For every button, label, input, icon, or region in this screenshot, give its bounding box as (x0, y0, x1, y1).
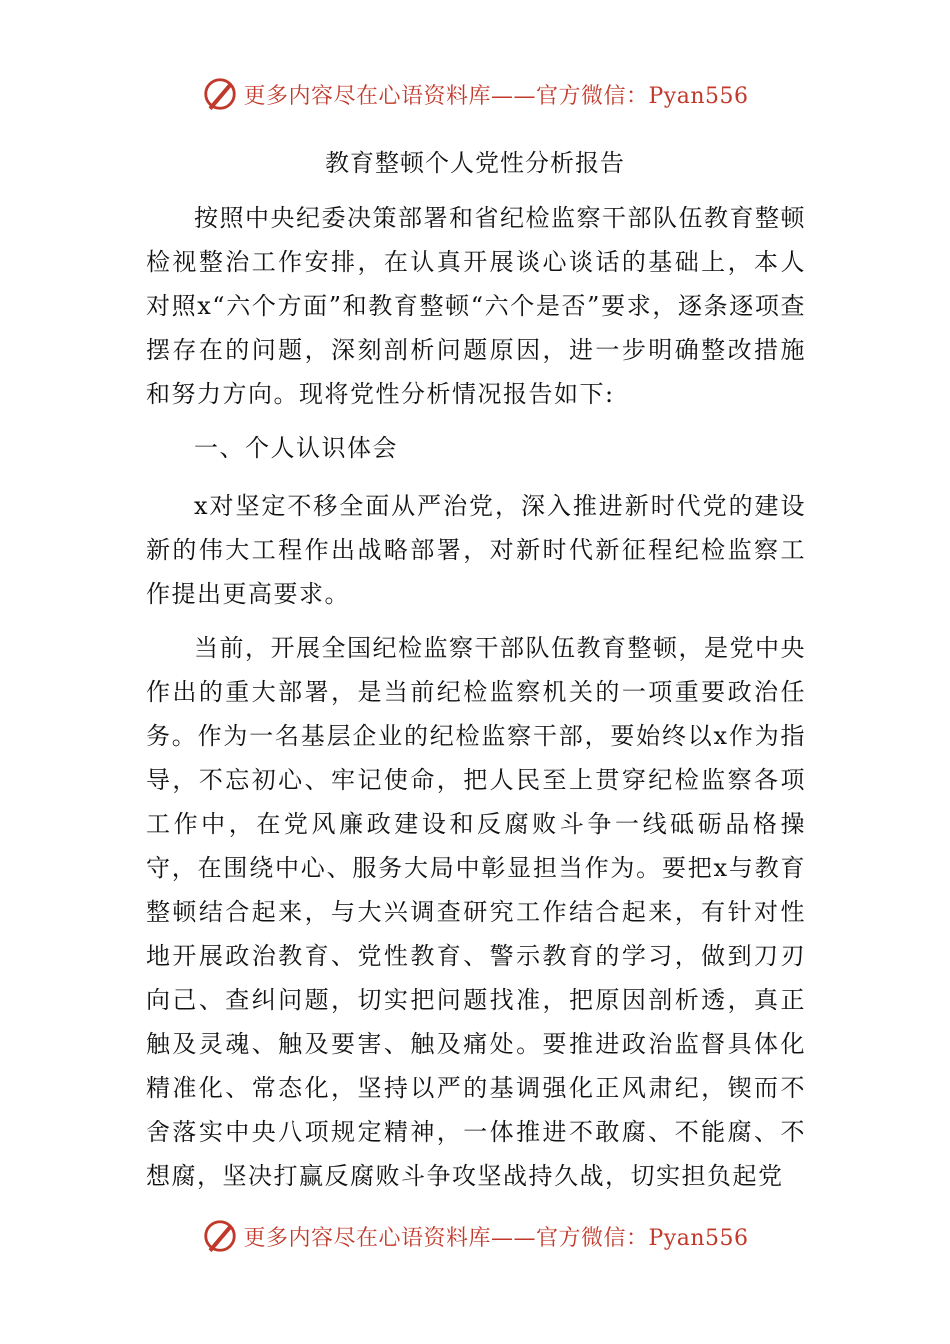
document-title: 教育整顿个人党性分析报告 (325, 149, 625, 177)
watermark-footer (0, 1214, 950, 1258)
paragraph: x对坚定不移全面从严治党，深入推进新时代党的建设新的伟大工程作出战略部署，对新时代新征程纪检监察工作提出更高要求。 (146, 492, 806, 608)
paragraph: 当前，开展全国纪检监察干部队伍教育整顿，是党中央作出的重大部署，是当前纪检监察机关的一项重要政治任务。作为一名基层企业的纪检监察干部，要始终以x作为指导，不忘初心、牢记使命，把人民至上贯穿纪检监察各项工作中，在党风廉政建设和反腐败斗争一线砥砺品格操守，在围绕中心、服务大局中彰显担当作为。要把x与教育整顿结合起来，与大兴调查研究工作结合起来，有针对性地开展政治教育、党性教育、警示教育的学习，做到刀刃向己、查纠问题，切实把问题找准，把原因剖析透，真正触及灵魂、触及要害、触及痛处。要推进政治监督具体化精准化、常态化，坚持以严的基调强化正风肃纪，锲而不舍落实中央八项规定精神，一体推进不敢腐、不能腐、不想腐，坚决打赢反腐败斗争攻坚战持久战，切实担负起党 (146, 634, 806, 1190)
pen-logo-icon (201, 1217, 239, 1255)
document-body (146, 196, 806, 1208)
section-heading: 一、个人认识体会 (194, 434, 398, 462)
paragraph-intro: 按照中央纪委决策部署和省纪检监察干部队伍教育整顿检视整治工作安排，在认真开展谈心谈话的基础上，本人对照x“六个方面”和教育整顿“六个是否”要求，逐条逐项查摆存在的问题，深刻剖析问题原因，进一步明确整改措施和努力方向。现将党性分析情况报告如下: (146, 204, 806, 408)
watermark-text: 更多内容尽在心语资料库——官方微信：Pyan556 (243, 83, 749, 109)
watermark-header (0, 72, 950, 116)
pen-logo-icon (201, 75, 239, 113)
watermark-text: 更多内容尽在心语资料库——官方微信：Pyan556 (243, 1225, 749, 1251)
